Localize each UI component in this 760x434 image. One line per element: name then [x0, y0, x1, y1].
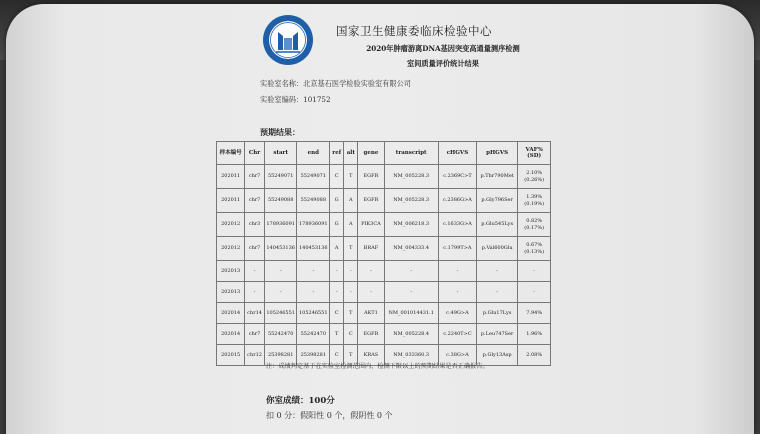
table-cell: -: [297, 261, 330, 282]
table-cell: 2.10% (0.26%): [518, 165, 551, 189]
table-cell: T: [344, 345, 358, 366]
table-cell: 55249071: [264, 165, 297, 189]
table-cell: A: [344, 189, 358, 213]
table-cell: -: [297, 282, 330, 303]
column-header: cHGVS: [438, 142, 476, 165]
table-cell: 55249088: [264, 189, 297, 213]
table-cell: 55242470: [264, 324, 297, 345]
table-cell: 55242470: [297, 324, 330, 345]
table-cell: -: [438, 261, 476, 282]
table-row: [217, 189, 551, 213]
table-cell: p.Val600Glu: [476, 237, 517, 261]
table-cell: 202013: [217, 261, 245, 282]
table-cell: NM_004333.4: [384, 237, 438, 261]
table-cell: T: [330, 324, 344, 345]
column-header: ref: [330, 142, 344, 165]
table-cell: -: [476, 282, 517, 303]
table-cell: c.38G>A: [438, 345, 476, 366]
table-cell: 140453136: [264, 237, 297, 261]
table-cell: -: [264, 282, 297, 303]
report-page: [6, 4, 754, 434]
table-cell: 178936091: [264, 213, 297, 237]
table-cell: 105246551: [297, 303, 330, 324]
table-cell: c.1633G>A: [438, 213, 476, 237]
table-row: [217, 237, 551, 261]
table-row: [217, 282, 551, 303]
table-cell: NM_033360.3: [384, 345, 438, 366]
table-cell: 202012: [217, 213, 245, 237]
column-header: gene: [358, 142, 384, 165]
report-subtitle-2: 室间质量评价统计结果: [407, 59, 479, 68]
table-cell: PIK3CA: [358, 213, 384, 237]
table-cell: -: [264, 261, 297, 282]
table-row: [217, 261, 551, 282]
table-cell: 178936091: [297, 213, 330, 237]
table-cell: p.Thr790Met: [476, 165, 517, 189]
table-cell: 25398281: [264, 345, 297, 366]
table-cell: NM_005228.3: [384, 189, 438, 213]
lab-name: 实验室名称：北京基石医学检验实验室有限公司: [260, 79, 411, 88]
table-cell: p.Glu17Lys: [476, 303, 517, 324]
table-cell: 202012: [217, 237, 245, 261]
table-cell: chr7: [245, 189, 265, 213]
column-header: pHGVS: [476, 142, 517, 165]
table-cell: -: [358, 282, 384, 303]
table-cell: T: [344, 237, 358, 261]
table-cell: 202011: [217, 165, 245, 189]
table-cell: -: [384, 282, 438, 303]
expected-results-heading: 预期结果：: [260, 127, 300, 137]
table-cell: NM_006218.3: [384, 213, 438, 237]
table-cell: chr7: [245, 165, 265, 189]
table-cell: 1.39% (0.19%): [518, 189, 551, 213]
table-cell: AKT1: [358, 303, 384, 324]
table-cell: 202015: [217, 345, 245, 366]
table-cell: 0.82% (0.17%): [518, 213, 551, 237]
lab-code: 实验室编码：101752: [260, 95, 331, 104]
table-cell: -: [358, 261, 384, 282]
table-cell: p.Gly796Ser: [476, 189, 517, 213]
table-cell: 0.67% (0.13%): [518, 237, 551, 261]
table-cell: chr3: [245, 213, 265, 237]
table-cell: c.2240T>C: [438, 324, 476, 345]
column-header: Chr: [245, 142, 265, 165]
results-table: [216, 141, 551, 366]
deduction-summary: 扣 0 分：假阳性 0 个，假阴性 0 个: [266, 411, 393, 420]
table-cell: -: [245, 261, 265, 282]
table-cell: A: [344, 213, 358, 237]
table-cell: chr7: [245, 237, 265, 261]
table-cell: 2.08%: [518, 345, 551, 366]
table-cell: EGFR: [358, 324, 384, 345]
column-header: transcript: [384, 142, 438, 165]
footnote: 注：成绩判定基于在实验室检测范围内、检测下限以上的预期结果是否正确报告。: [266, 363, 489, 370]
lab-score: 你室成绩：100分: [266, 396, 335, 406]
table-cell: C: [330, 165, 344, 189]
table-cell: c.49G>A: [438, 303, 476, 324]
table-cell: A: [330, 237, 344, 261]
table-cell: -: [245, 282, 265, 303]
table-cell: EGFR: [358, 189, 384, 213]
table-cell: -: [344, 261, 358, 282]
table-cell: KRAS: [358, 345, 384, 366]
table-cell: 105246551: [264, 303, 297, 324]
table-cell: 140453136: [297, 237, 330, 261]
table-cell: p.Glu545Lys: [476, 213, 517, 237]
table-cell: chr7: [245, 324, 265, 345]
table-cell: NM_005228.4: [384, 324, 438, 345]
table-cell: G: [330, 213, 344, 237]
table-cell: 202013: [217, 282, 245, 303]
report-subtitle: 2020年肿瘤游离DNA基因突变高通量测序检测: [366, 44, 520, 53]
table-cell: BRAF: [358, 237, 384, 261]
table-cell: 55249071: [297, 165, 330, 189]
table-cell: -: [518, 261, 551, 282]
table-cell: C: [344, 324, 358, 345]
column-header: alt: [344, 142, 358, 165]
column-header: 样本编号: [217, 142, 245, 165]
table-cell: -: [330, 282, 344, 303]
table-cell: -: [330, 261, 344, 282]
table-cell: 202014: [217, 303, 245, 324]
table-cell: T: [344, 165, 358, 189]
table-cell: 202014: [217, 324, 245, 345]
table-cell: 55249088: [297, 189, 330, 213]
table-cell: chr12: [245, 345, 265, 366]
table-cell: c.2386G>A: [438, 189, 476, 213]
table-cell: C: [330, 345, 344, 366]
table-cell: 7.94%: [518, 303, 551, 324]
table-cell: c.2369C>T: [438, 165, 476, 189]
table-cell: p.Gly13Asp: [476, 345, 517, 366]
table-cell: C: [330, 303, 344, 324]
table-row: [217, 303, 551, 324]
table-row: [217, 324, 551, 345]
table-cell: NM_001014431.1: [384, 303, 438, 324]
table-cell: T: [344, 303, 358, 324]
table-cell: 202011: [217, 189, 245, 213]
table-cell: -: [518, 282, 551, 303]
table-cell: G: [330, 189, 344, 213]
table-cell: p.Leu747Ser: [476, 324, 517, 345]
table-header-row: [217, 142, 551, 165]
column-header: VAF% (SD): [518, 142, 551, 165]
table-cell: -: [344, 282, 358, 303]
table-cell: EGFR: [358, 165, 384, 189]
table-cell: -: [384, 261, 438, 282]
table-cell: chr14: [245, 303, 265, 324]
table-cell: c.1799T>A: [438, 237, 476, 261]
table-cell: -: [476, 261, 517, 282]
table-row: [217, 213, 551, 237]
org-title: 国家卫生健康委临床检验中心: [336, 24, 492, 38]
table-cell: -: [438, 282, 476, 303]
column-header: end: [297, 142, 330, 165]
table-cell: NM_005228.3: [384, 165, 438, 189]
table-cell: 1.96%: [518, 324, 551, 345]
table-row: [217, 165, 551, 189]
table-cell: 25398281: [297, 345, 330, 366]
column-header: start: [264, 142, 297, 165]
